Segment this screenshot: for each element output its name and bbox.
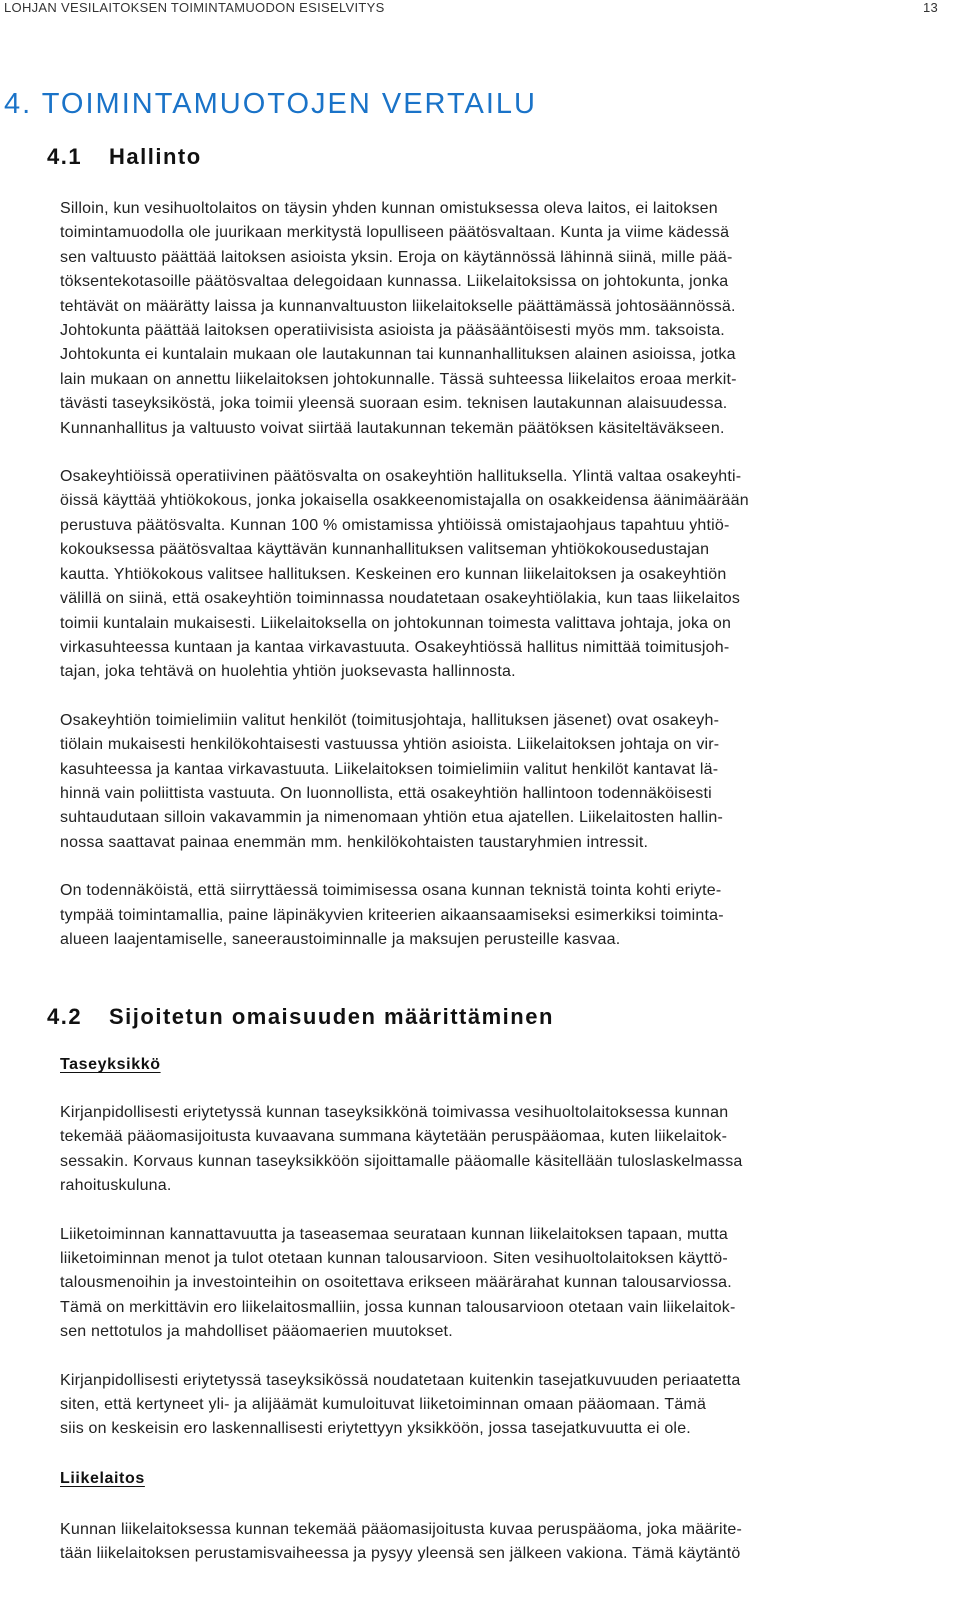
section-number: 4.1 xyxy=(47,144,83,169)
section-heading-4-1 xyxy=(47,144,202,170)
chapter-number: 4. xyxy=(4,88,33,120)
body-paragraph: Osakeyhtiön toimielimiin valitut henkilöt (toimitusjohtaja, hallituksen jäsenet) ovat osakeyh- tiölain mukaisesti henkilökohtaisesti vastuussa yhtiön asioista. Liikelaitoksen johtaja on vir- kasuhteessa ja kantaa virkavastuuta. Liikelaitoksen toimielimiin valitut henkilöt kantavat lä- hinnä vain poliittista vastuuta. On luonnollista, että osakeyhtiön hallintoon todennäköisesti suhtaudutaan silloin vakavammin ja nimenomaan yhtiön etua ajatellen. Liikelaitosten hallin- nossa saattavat painaa enemmän mm. henkilökohtaisten taustaryhmien intressit. xyxy=(60,711,724,851)
subheading-liikelaitos: Liikelaitos xyxy=(60,1470,145,1487)
section-title: Hallinto xyxy=(109,144,202,169)
chapter-title xyxy=(4,88,537,121)
document-title: LOHJAN VESILAITOKSEN TOIMINTAMUODON ESISELVITYS xyxy=(4,0,385,15)
section-number: 4.2 xyxy=(47,1004,83,1029)
subheading-taseyksikko: Taseyksikkö xyxy=(60,1056,161,1073)
section-title: Sijoitetun omaisuuden määrittäminen xyxy=(109,1004,554,1029)
body-paragraph: Kirjanpidollisesti eriytetyssä taseyksikössä noudatetaan kuitenkin tasejatkuvuuden periaatetta siten, että kertyneet yli- ja alijäämät kumuloituvat liiketoiminnan omaan pääomaan. Tämä siis on keskeisin ero laskennallisesti eriytettyyn yksikköön, jossa tasejatkuvuutta ei ole. xyxy=(60,1371,741,1438)
body-paragraph: On todennäköistä, että siirryttäessä toimimisessa osana kunnan teknistä tointa kohti eriyte- tympää toimintamallia, paine läpinäkyvien kriteerien aikaansaamiseksi esimerkiksi toiminta- alueen laajentamiselle, saneeraustoiminnalle ja maksujen perusteille kasvaa. xyxy=(60,882,724,948)
chapter-title-text: TOIMINTAMUOTOJEN VERTAILU xyxy=(41,88,537,120)
body-paragraph: Osakeyhtiöissä operatiivinen päätösvalta on osakeyhtiön hallituksella. Ylintä valtaa osakeyhti- öissä käyttää yhtiökokous, jonka jokaisella osakkeenomistajalla on osakkeidensa äänimäärään perustuva päätösvalta. Kunnan 100 % omistamissa yhtiöissä omistajaohjaus tapahtuu yhtiö- kokouksessa päätösvaltaa käyttävän kunnanhallituksen valitseman yhtiökokousedustajan kautta. Yhtiökokous valitsee hallituksen. Keskeinen ero kunnan liikelaitoksen ja osakeyhtiön välillä on siinä, että osakeyhtiön toiminnassa noudatetaan osakeyhtiölakia, kun taas liikelaitos toimii kuntalain mukaisesti. Liikelaitoksella on johtokunnan toimesta valittava johtaja, joka on virkasuhteessa kuntaan ja kantaa virkavastuuta. Osakeyhtiössä hallitus nimittää toimitusjoh- tajan, joka tehtävä on huolehtia yhtiön juoksevasta hallinnosta. xyxy=(60,468,749,681)
section-heading-4-2 xyxy=(47,1004,554,1030)
body-paragraph: Liiketoiminnan kannattavuutta ja taseasemaa seurataan kunnan liikelaitoksen tapaan, mutta liiketoiminnan menot ja tulot otetaan kunnan talousarvioon. Siten vesihuoltolaitoksen käyttö- talousmenoihin ja investointeihin on osoitettava erikseen määrärahat kunnan talousarviossa. Tämä on merkittävin ero liikelaitosmalliin, jossa kunnan talousarvioon otetaan vain liikelaitok- sen nettotulos ja mahdolliset pääomaerien muutokset. xyxy=(60,1225,736,1341)
body-paragraph: Kirjanpidollisesti eriytetyssä kunnan taseyksikkönä toimivassa vesihuoltolaitoksessa kunnan tekemää pääomasijoitusta kuvaavana summana käytetään peruspääomaa, kuten liikelaitok- sessakin. Korvaus kunnan taseyksikköön sijoittamalle pääomalle käsitellään tuloslaskelmassa rahoituskuluna. xyxy=(60,1104,743,1195)
page-number: 13 xyxy=(922,0,938,15)
section-4-1-body xyxy=(60,197,936,952)
body-paragraph: Silloin, kun vesihuoltolaitos on täysin yhden kunnan omistuksessa oleva laitos, ei laitoksen toimintamuodolla ole juurikaan merkitystä lopulliseen päätösvaltaan. Kunta ja viime kädessä sen valtuusto päättää laitoksen asioista yksin. Eroja on käytännössä lähinnä siinä, mille pää- töksentekotasoille päätösvaltaa delegoidaan kunnassa. Liikelaitoksissa on johtokunta, jonka tehtävät on määrätty laissa ja kunnanvaltuuston liikelaitokselle päättämässä johtosäännössä. Johtokunta päättää laitoksen operatiivisista asioista ja pääsääntöisesti myös mm. taksoista. Johtokunta ei kuntalain mukaan ole lautakunnan tai kunnanhallituksen alainen asioissa, jotka lain mukaan on annettu liikelaitoksen johtokunnalle. Tässä suhteessa liikelaitos eroaa merkit- tävästi taseyksiköstä, joka toimii yleensä suoraan esim. teknisen lautakunnan alaisuudessa. Kunnanhallitus ja valtuusto voivat siirtää lautakunnan tekemän päätöksen käsiteltäväkseen. xyxy=(60,200,737,437)
taseyksikko-body xyxy=(60,1101,936,1442)
body-paragraph: Kunnan liikelaitoksessa kunnan tekemää pääomasijoitusta kuvaa peruspääoma, joka määrite- tään liikelaitoksen perustamisvaiheessa ja pysyy yleensä sen jälkeen vakiona. Tämä käytäntö xyxy=(60,1521,742,1563)
liikelaitos-body xyxy=(60,1518,936,1567)
running-header xyxy=(4,0,938,16)
